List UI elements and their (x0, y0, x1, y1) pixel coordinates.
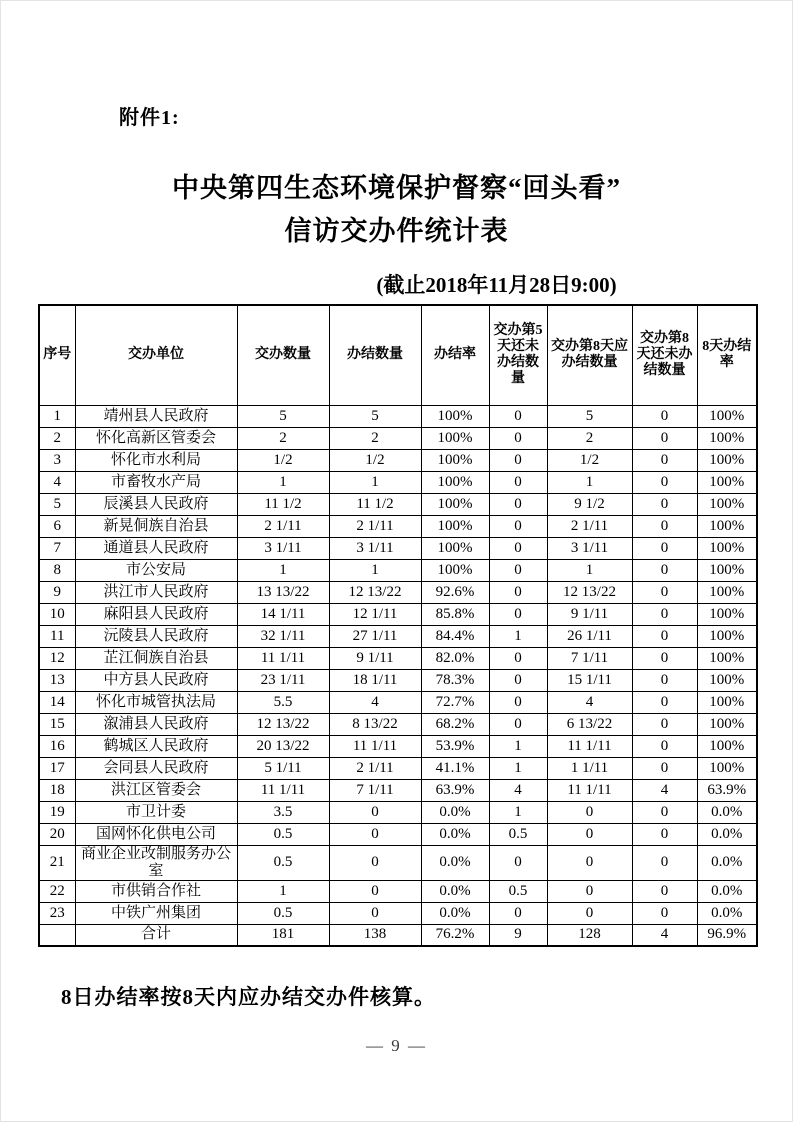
unit-cell: 国网怀化供电公司 (75, 823, 237, 845)
unit-cell: 洪江市人民政府 (75, 581, 237, 603)
value-cell: 12 13/22 (547, 581, 632, 603)
unit-cell: 沅陵县人民政府 (75, 625, 237, 647)
table-row (39, 845, 757, 880)
value-cell: 100% (697, 735, 757, 757)
table-row (39, 647, 757, 669)
value-cell: 100% (697, 427, 757, 449)
value-cell: 0 (329, 823, 421, 845)
value-cell: 3 1/11 (329, 537, 421, 559)
table-row (39, 625, 757, 647)
value-cell: 100% (697, 471, 757, 493)
value-cell: 4 (632, 924, 697, 946)
value-cell: 0 (489, 581, 547, 603)
value-cell: 63.9% (421, 779, 489, 801)
value-cell: 0 (329, 845, 421, 880)
value-cell: 6 13/22 (547, 713, 632, 735)
value-cell: 0 (632, 902, 697, 924)
value-cell: 1 1/11 (547, 757, 632, 779)
value-cell: 0 (329, 880, 421, 902)
row-number-cell (39, 924, 75, 946)
value-cell: 100% (421, 449, 489, 471)
value-cell: 0.0% (421, 902, 489, 924)
unit-cell: 商业企业改制服务办公室 (75, 845, 237, 880)
row-number-cell: 7 (39, 537, 75, 559)
value-cell: 76.2% (421, 924, 489, 946)
value-cell: 0 (632, 515, 697, 537)
value-cell: 0 (489, 471, 547, 493)
value-cell: 4 (547, 691, 632, 713)
value-cell: 2 1/11 (329, 515, 421, 537)
table-row (39, 669, 757, 691)
value-cell: 9 1/11 (547, 603, 632, 625)
value-cell: 0 (329, 801, 421, 823)
value-cell: 0 (489, 537, 547, 559)
value-cell: 11 1/11 (237, 647, 329, 669)
row-number-cell: 8 (39, 559, 75, 581)
column-header-6: 交办第8天应办结数量 (547, 305, 632, 405)
value-cell: 1 (489, 757, 547, 779)
value-cell: 0.0% (421, 845, 489, 880)
value-cell: 4 (632, 779, 697, 801)
value-cell: 23 1/11 (237, 669, 329, 691)
table-row (39, 559, 757, 581)
row-number-cell: 17 (39, 757, 75, 779)
row-number-cell: 4 (39, 471, 75, 493)
value-cell: 0 (489, 427, 547, 449)
value-cell: 1 (237, 880, 329, 902)
value-cell: 100% (697, 713, 757, 735)
unit-cell: 麻阳县人民政府 (75, 603, 237, 625)
value-cell: 0 (632, 603, 697, 625)
value-cell: 0 (632, 713, 697, 735)
value-cell: 15 1/11 (547, 669, 632, 691)
value-cell: 1 (237, 559, 329, 581)
value-cell: 1 (547, 559, 632, 581)
value-cell: 0 (632, 581, 697, 603)
value-cell: 5 (329, 405, 421, 427)
value-cell: 0 (489, 493, 547, 515)
date-note: (截止2018年11月28日9:00) (376, 273, 617, 297)
table-row (39, 537, 757, 559)
value-cell: 3 1/11 (237, 537, 329, 559)
value-cell: 0.5 (237, 902, 329, 924)
value-cell: 0 (547, 845, 632, 880)
table-row (39, 880, 757, 902)
table-row (39, 691, 757, 713)
table-row (39, 427, 757, 449)
value-cell: 0 (547, 801, 632, 823)
value-cell: 0.0% (697, 880, 757, 902)
title-line-1: 中央第四生态环境保护督察“回头看” (172, 173, 621, 203)
value-cell: 0 (632, 880, 697, 902)
value-cell: 1 (547, 471, 632, 493)
value-cell: 68.2% (421, 713, 489, 735)
value-cell: 0 (632, 559, 697, 581)
value-cell: 0 (547, 902, 632, 924)
value-cell: 0 (632, 471, 697, 493)
row-number-cell: 5 (39, 493, 75, 515)
unit-cell: 芷江侗族自治县 (75, 647, 237, 669)
value-cell: 100% (697, 691, 757, 713)
value-cell: 11 1/2 (237, 493, 329, 515)
value-cell: 100% (697, 493, 757, 515)
value-cell: 9 1/11 (329, 647, 421, 669)
value-cell: 14 1/11 (237, 603, 329, 625)
value-cell: 0 (489, 603, 547, 625)
unit-cell: 市公安局 (75, 559, 237, 581)
value-cell: 0 (632, 493, 697, 515)
table-row (39, 823, 757, 845)
value-cell: 0 (632, 449, 697, 471)
value-cell: 0 (632, 801, 697, 823)
row-number-cell: 1 (39, 405, 75, 427)
unit-cell: 通道县人民政府 (75, 537, 237, 559)
document-title (1, 167, 792, 253)
unit-cell: 中铁广州集团 (75, 902, 237, 924)
value-cell: 0.0% (697, 823, 757, 845)
row-number-cell: 20 (39, 823, 75, 845)
value-cell: 0.0% (697, 845, 757, 880)
table-row (39, 779, 757, 801)
value-cell: 63.9% (697, 779, 757, 801)
value-cell: 84.4% (421, 625, 489, 647)
value-cell: 0 (632, 845, 697, 880)
value-cell: 11 1/11 (547, 735, 632, 757)
table-row (39, 801, 757, 823)
unit-cell: 中方县人民政府 (75, 669, 237, 691)
unit-cell: 溆浦县人民政府 (75, 713, 237, 735)
value-cell: 100% (697, 647, 757, 669)
value-cell: 78.3% (421, 669, 489, 691)
value-cell: 0.0% (421, 880, 489, 902)
value-cell: 100% (421, 515, 489, 537)
value-cell: 5 1/11 (237, 757, 329, 779)
value-cell: 1/2 (237, 449, 329, 471)
unit-cell: 洪江区管委会 (75, 779, 237, 801)
table-row (39, 405, 757, 427)
value-cell: 0 (489, 902, 547, 924)
value-cell: 18 1/11 (329, 669, 421, 691)
value-cell: 2 1/11 (237, 515, 329, 537)
value-cell: 100% (421, 493, 489, 515)
unit-cell: 会同县人民政府 (75, 757, 237, 779)
value-cell: 100% (421, 405, 489, 427)
value-cell: 0 (547, 880, 632, 902)
value-cell: 0.0% (421, 801, 489, 823)
value-cell: 12 13/22 (237, 713, 329, 735)
value-cell: 1 (237, 471, 329, 493)
table-row (39, 902, 757, 924)
row-number-cell: 16 (39, 735, 75, 757)
value-cell: 0 (489, 669, 547, 691)
value-cell: 128 (547, 924, 632, 946)
value-cell: 53.9% (421, 735, 489, 757)
value-cell: 2 1/11 (547, 515, 632, 537)
row-number-cell: 15 (39, 713, 75, 735)
value-cell: 100% (421, 537, 489, 559)
footnote: 8日办结率按8天内应办结交办件核算。 (61, 985, 436, 1009)
unit-cell: 鹤城区人民政府 (75, 735, 237, 757)
value-cell: 0.5 (489, 823, 547, 845)
value-cell: 11 1/11 (547, 779, 632, 801)
row-number-cell: 19 (39, 801, 75, 823)
value-cell: 11 1/11 (329, 735, 421, 757)
unit-cell: 怀化市城管执法局 (75, 691, 237, 713)
row-number-cell: 13 (39, 669, 75, 691)
value-cell: 100% (421, 559, 489, 581)
value-cell: 100% (697, 449, 757, 471)
value-cell: 0 (489, 691, 547, 713)
table-row (39, 757, 757, 779)
value-cell: 0 (489, 405, 547, 427)
value-cell: 1 (489, 735, 547, 757)
value-cell: 100% (697, 603, 757, 625)
value-cell: 2 (547, 427, 632, 449)
row-number-cell: 3 (39, 449, 75, 471)
unit-cell: 辰溪县人民政府 (75, 493, 237, 515)
value-cell: 9 (489, 924, 547, 946)
value-cell: 181 (237, 924, 329, 946)
value-cell: 9 1/2 (547, 493, 632, 515)
value-cell: 3.5 (237, 801, 329, 823)
value-cell: 0.5 (237, 845, 329, 880)
table-row (39, 735, 757, 757)
value-cell: 100% (697, 537, 757, 559)
unit-cell: 合计 (75, 924, 237, 946)
value-cell: 100% (697, 559, 757, 581)
value-cell: 2 (329, 427, 421, 449)
column-header-7: 交办第8天还未办结数量 (632, 305, 697, 405)
value-cell: 27 1/11 (329, 625, 421, 647)
value-cell: 0 (632, 625, 697, 647)
row-number-cell: 6 (39, 515, 75, 537)
value-cell: 1 (329, 559, 421, 581)
table-row (39, 449, 757, 471)
value-cell: 0 (489, 559, 547, 581)
value-cell: 0 (489, 647, 547, 669)
column-header-1: 交办单位 (75, 305, 237, 405)
table-row (39, 471, 757, 493)
value-cell: 1/2 (547, 449, 632, 471)
value-cell: 100% (697, 405, 757, 427)
value-cell: 0 (489, 449, 547, 471)
value-cell: 100% (697, 757, 757, 779)
value-cell: 4 (489, 779, 547, 801)
value-cell: 0 (632, 735, 697, 757)
unit-cell: 市供销合作社 (75, 880, 237, 902)
unit-cell: 市卫计委 (75, 801, 237, 823)
unit-cell: 市畜牧水产局 (75, 471, 237, 493)
row-number-cell: 22 (39, 880, 75, 902)
value-cell: 100% (421, 471, 489, 493)
value-cell: 11 1/2 (329, 493, 421, 515)
value-cell: 0 (489, 713, 547, 735)
value-cell: 1 (329, 471, 421, 493)
table-row (39, 515, 757, 537)
value-cell: 0.0% (421, 823, 489, 845)
value-cell: 0 (547, 823, 632, 845)
attachment-label: 附件1: (119, 107, 180, 129)
value-cell: 0.5 (489, 880, 547, 902)
value-cell: 92.6% (421, 581, 489, 603)
table-row (39, 713, 757, 735)
row-number-cell: 18 (39, 779, 75, 801)
value-cell: 138 (329, 924, 421, 946)
value-cell: 0 (632, 647, 697, 669)
row-number-cell: 23 (39, 902, 75, 924)
value-cell: 100% (697, 669, 757, 691)
value-cell: 2 1/11 (329, 757, 421, 779)
column-header-0: 序号 (39, 305, 75, 405)
table-header-row (39, 305, 757, 405)
page-number: — 9 — (366, 1036, 427, 1055)
value-cell: 100% (697, 625, 757, 647)
column-header-2: 交办数量 (237, 305, 329, 405)
unit-cell: 怀化市水利局 (75, 449, 237, 471)
value-cell: 0 (632, 669, 697, 691)
value-cell: 85.8% (421, 603, 489, 625)
table-row (39, 581, 757, 603)
unit-cell: 新晃侗族自治县 (75, 515, 237, 537)
value-cell: 11 1/11 (237, 779, 329, 801)
value-cell: 1 (489, 625, 547, 647)
column-header-8: 8天办结率 (697, 305, 757, 405)
unit-cell: 靖州县人民政府 (75, 405, 237, 427)
value-cell: 41.1% (421, 757, 489, 779)
column-header-5: 交办第5天还未办结数量 (489, 305, 547, 405)
table-row (39, 603, 757, 625)
row-number-cell: 21 (39, 845, 75, 880)
row-number-cell: 12 (39, 647, 75, 669)
value-cell: 0 (489, 515, 547, 537)
value-cell: 0 (632, 405, 697, 427)
value-cell: 8 13/22 (329, 713, 421, 735)
value-cell: 4 (329, 691, 421, 713)
column-header-3: 办结数量 (329, 305, 421, 405)
value-cell: 0.0% (697, 902, 757, 924)
statistics-table (38, 304, 758, 947)
value-cell: 20 13/22 (237, 735, 329, 757)
value-cell: 0 (632, 691, 697, 713)
value-cell: 5.5 (237, 691, 329, 713)
row-number-cell: 11 (39, 625, 75, 647)
value-cell: 82.0% (421, 647, 489, 669)
value-cell: 26 1/11 (547, 625, 632, 647)
value-cell: 0 (329, 902, 421, 924)
value-cell: 0 (632, 537, 697, 559)
row-number-cell: 10 (39, 603, 75, 625)
value-cell: 0 (489, 845, 547, 880)
table-row (39, 493, 757, 515)
row-number-cell: 14 (39, 691, 75, 713)
value-cell: 3 1/11 (547, 537, 632, 559)
value-cell: 2 (237, 427, 329, 449)
value-cell: 13 13/22 (237, 581, 329, 603)
value-cell: 0 (632, 757, 697, 779)
row-number-cell: 2 (39, 427, 75, 449)
value-cell: 5 (237, 405, 329, 427)
value-cell: 72.7% (421, 691, 489, 713)
value-cell: 100% (697, 515, 757, 537)
unit-cell: 怀化高新区管委会 (75, 427, 237, 449)
value-cell: 100% (697, 581, 757, 603)
value-cell: 100% (421, 427, 489, 449)
value-cell: 0.5 (237, 823, 329, 845)
value-cell: 96.9% (697, 924, 757, 946)
total-row (39, 924, 757, 946)
value-cell: 12 1/11 (329, 603, 421, 625)
value-cell: 32 1/11 (237, 625, 329, 647)
row-number-cell: 9 (39, 581, 75, 603)
value-cell: 7 1/11 (547, 647, 632, 669)
title-line-2: 信访交办件统计表 (284, 216, 509, 246)
value-cell: 0 (632, 823, 697, 845)
value-cell: 1 (489, 801, 547, 823)
value-cell: 0 (632, 427, 697, 449)
value-cell: 12 13/22 (329, 581, 421, 603)
value-cell: 1/2 (329, 449, 421, 471)
value-cell: 5 (547, 405, 632, 427)
value-cell: 0.0% (697, 801, 757, 823)
column-header-4: 办结率 (421, 305, 489, 405)
value-cell: 7 1/11 (329, 779, 421, 801)
